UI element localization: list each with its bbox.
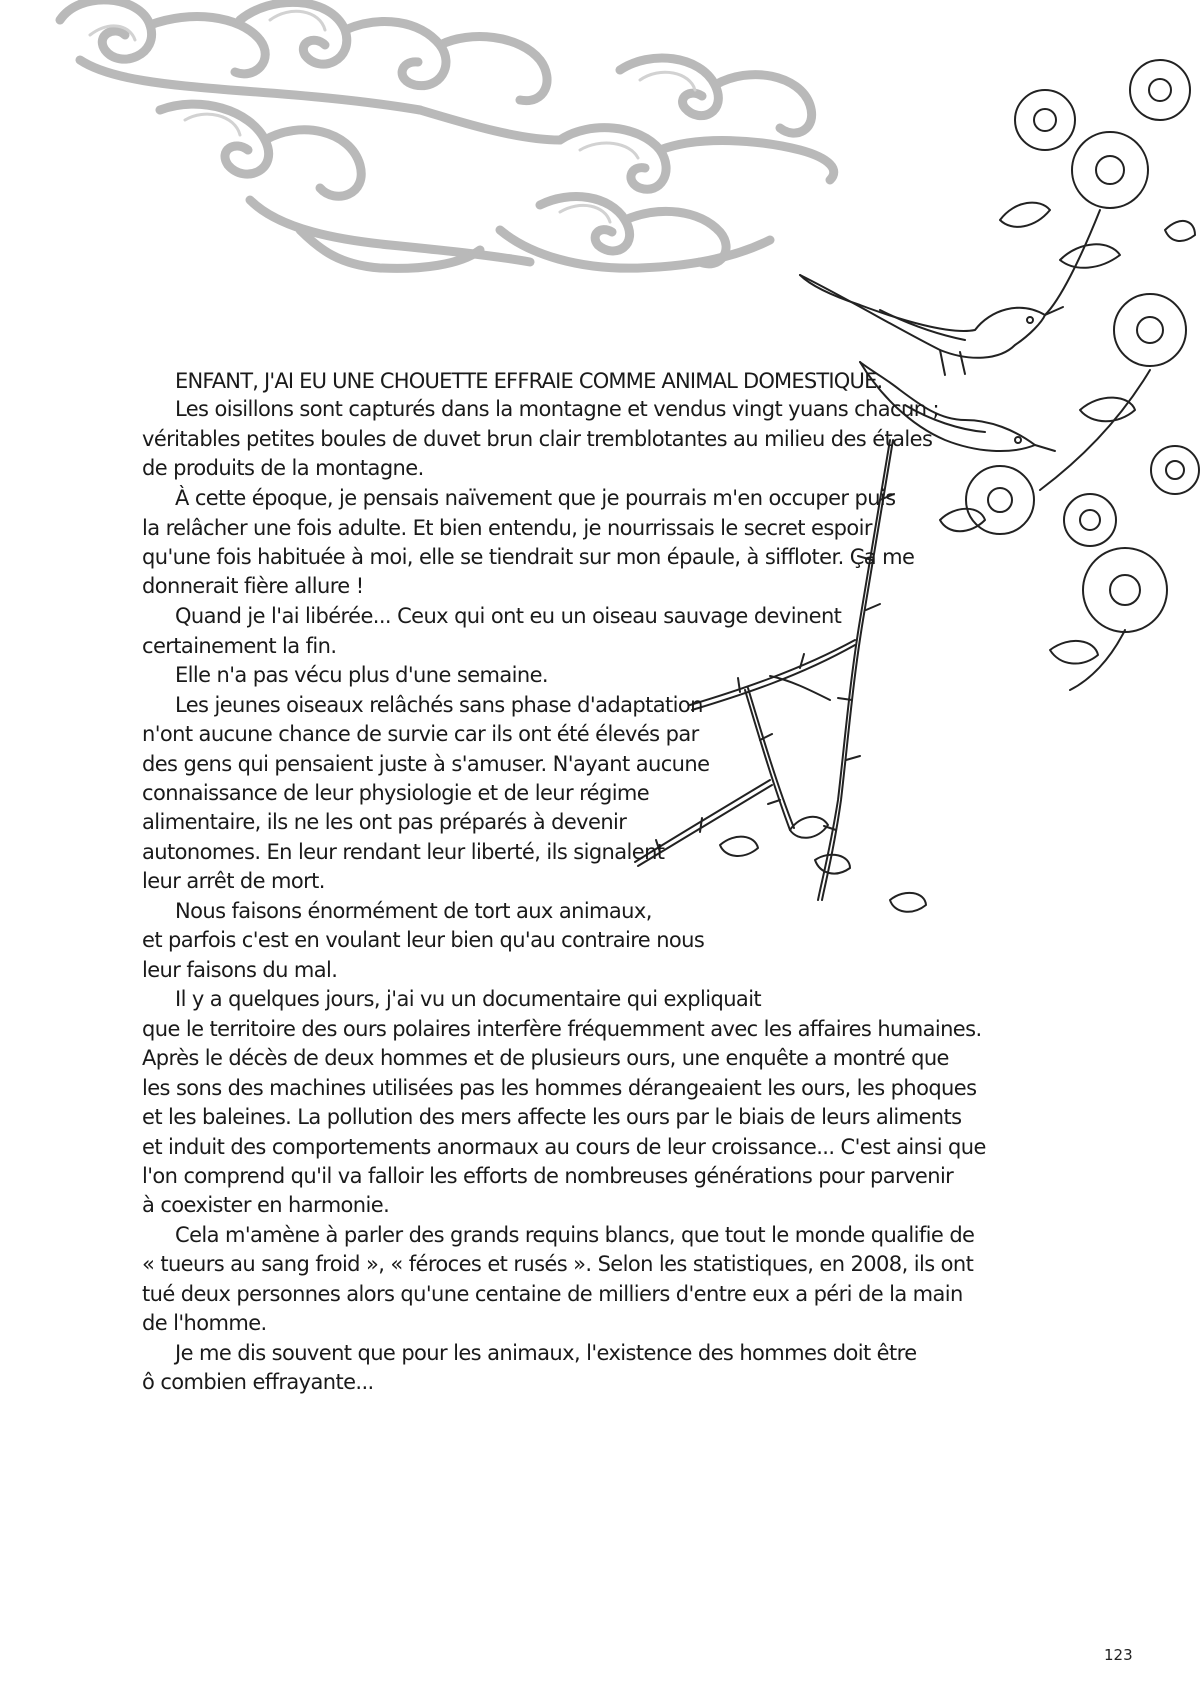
text-line: véritables petites boules de duvet brun clair tremblotantes au milieu des étales [142, 427, 933, 451]
text-line: les sons des machines utilisées pas les hommes dérangeaient les ours, les phoques [142, 1076, 977, 1100]
text-line: l'on comprend qu'il va falloir les efforts de nombreuses générations pour parvenir [142, 1164, 954, 1188]
text-line: qu'une fois habituée à moi, elle se tiendrait sur mon épaule, à siffloter. Ça me [142, 545, 915, 569]
text-line: Elle n'a pas vécu plus d'une semaine. [175, 663, 548, 687]
text-line: la relâcher une fois adulte. Et bien entendu, je nourrissais le secret espoir [142, 516, 872, 540]
text-line: des gens qui pensaient juste à s'amuser. N'ayant aucune [142, 752, 710, 776]
page-number: 123 [1104, 1646, 1133, 1664]
text-line: donnerait fière allure ! [142, 574, 364, 598]
text-line: et parfois c'est en voulant leur bien qu'au contraire nous [142, 928, 705, 952]
text-line: n'ont aucune chance de survie car ils ont été élevés par [142, 722, 699, 746]
text-line: Les oisillons sont capturés dans la montagne et vendus vingt yuans chacun ; [175, 397, 939, 421]
text-line: leur faisons du mal. [142, 958, 338, 982]
text-line: que le territoire des ours polaires interfère fréquemment avec les affaires humaines. [142, 1017, 982, 1041]
heading: ENFANT, J'AI EU UNE CHOUETTE EFFRAIE COMME ANIMAL DOMESTIQUE. [175, 369, 883, 393]
text-line: Cela m'amène à parler des grands requins blancs, que tout le monde qualifie de [175, 1223, 975, 1247]
text-line: et induit des comportements anormaux au cours de leur croissance... C'est ainsi que [142, 1135, 986, 1159]
text-line: autonomes. En leur rendant leur liberté, ils signalent [142, 840, 665, 864]
text-line: et les baleines. La pollution des mers affecte les ours par le biais de leurs aliments [142, 1105, 962, 1129]
text-line: de l'homme. [142, 1311, 267, 1335]
text-line: À cette époque, je pensais naïvement que je pourrais m'en occuper puis [175, 486, 896, 510]
text-line: tué deux personnes alors qu'une centaine de milliers d'entre eux a péri de la main [142, 1282, 963, 1306]
text-line: Les jeunes oiseaux relâchés sans phase d'adaptation [175, 693, 703, 717]
text-line: Il y a quelques jours, j'ai vu un documentaire qui expliquait [175, 987, 762, 1011]
text-line: Nous faisons énormément de tort aux animaux, [175, 899, 652, 923]
text-line: leur arrêt de mort. [142, 869, 325, 893]
text-line: à coexister en harmonie. [142, 1193, 390, 1217]
text-line: certainement la fin. [142, 634, 337, 658]
text-line: ô combien effrayante... [142, 1370, 374, 1394]
text-line: « tueurs au sang froid », « féroces et rusés ». Selon les statistiques, en 2008, ils ont [142, 1252, 974, 1276]
text-line: connaissance de leur physiologie et de leur régime [142, 781, 650, 805]
text-line: Quand je l'ai libérée... Ceux qui ont eu un oiseau sauvage devinent [175, 604, 842, 628]
text-line: alimentaire, ils ne les ont pas préparés à devenir [142, 810, 627, 834]
text-line: Après le décès de deux hommes et de plusieurs ours, une enquête a montré que [142, 1046, 949, 1070]
text-line: Je me dis souvent que pour les animaux, l'existence des hommes doit être [175, 1341, 917, 1365]
text-line: de produits de la montagne. [142, 456, 424, 480]
